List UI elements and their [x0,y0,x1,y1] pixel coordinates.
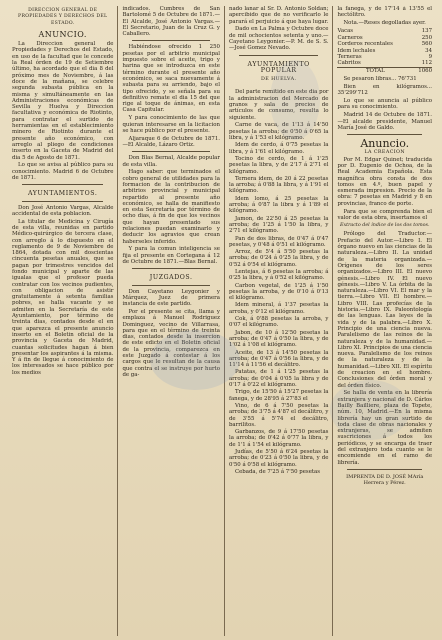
price-item: Trigo, de 15'50 á 15'27 pesetas la fanega, y de 28'95 á 27'83 el [228,389,329,402]
paragraph: nado lanar al Sr. D. Antonio Soldan; apercibido que de no verificarlo le parará el perjuicio á que haya lugar. [228,6,329,25]
table-cell-label: Idem lechales [337,47,376,54]
paragraph: indicados. Cumbres de San Bartolomé 5 de Octubre de 1871.—El Alcalde, José Antonio Vargas.—El Secretario, Juan de la Cruz G. y Caballero. [122,6,220,38]
price-item: Lentejas, á 6 pesetas la arroba; á 0'25 la libra, y á 0'52 el kilógramo. [228,268,329,282]
price-item: Idem lomo, á 25 pesetas la arroba; á 0'87 la libra y á 1'89 el kilógramo. [228,195,329,215]
slaughter-table [337,28,432,74]
paragraph: La titular de Medicina y Cirugía de esta villa, reunidas en partido Médico-quirúrgico de tercera clase, con arreglo á lo dispuesto en el reglamento de 9 de Noviembre de 1864, dotada con mil doscientas cincuenta pesetas anuales, que se pagan por trimestres vencidos del fondo municipal y aparte de las igualas que el profesor pueda contratar con los vecinos pudientes, con obligacion de asistir gratuitamente á setenta familias pobres, se halla vacante y se admiten en la Secretaría de este Ayuntamiento, por término de treinta dias, contados desde el en que aparezca el presente anuncio inserto en el Boletin oficial de la provincia y Gaceta de Madrid, cuantas solicitudes hagan á bien presentar los aspirantes á la misma. Y á fin de llegue á conocimiento de los interesados se hace público por los medios [12,218,114,376]
price-item: Cebada, de 7'25 á 7'50 pesetas [234,468,321,475]
divider [132,40,210,41]
paragraph: La Direccion general de Propiedades y Derechos del Estado, en uso de la facultad que le concede la Real órden de 19 de Setiembre último, ha acordado que el dia 8 del próximo mes de Noviembre, á las doce de la mañana, se celebre segunda subasta pública en la misma y simultáneamente en las Administraciones económicas de Sevilla y Huelva y Direccion facultativa y económica de Riotinto, para contratar el surtido de herramientas en el establecimiento minero de Riotinto durante el presente año económico, con arreglo al pliego de condiciones inserto en la Gaceta de Madrid del dia 5 de Agosto de 1871. [12,41,114,161]
paragraph: Y para conocimiento de las que quieran interesarse en la licitacion se hace público por el presente. [122,115,220,134]
divider [132,151,210,152]
table-cell-label: Vacas [337,28,354,35]
section-title: AYUNTAMIENTOS. [27,190,98,198]
divider [22,201,103,202]
price-item: Judías, de 5'50 á 6'24 pesetas la arroba; de 0'23 á 0'50 la libra, y de 0'50 á 0'58 el kilógramo. [228,449,329,468]
price-item: Carne de vaca, de 1'13 á 14'50 pesetas la arroba; de 0'50 á 0'65 la libra, y á 1'53 el kilógramo. [228,122,329,142]
section-title: JUZGADOS. [149,274,193,282]
table-cell-label: Corderos recentales [337,41,393,48]
paragraph: Se halla de venta en la librería extranjera y nacional de D. Cárlos Bailly Bailliere, plaza de Topete, núm. 10, Madrid.—En la misma librería hay un gran surtido de toda clase de obras nacionales y extranjeras, se admiten suscriciones á todos los periódicos, y se encarga de traer del extranjero toda cuanto se le encomiende en el ramo de librería. [337,390,433,466]
column-4 [333,6,436,636]
index-title: Extracto del índice de los dos tomos. [339,223,430,229]
paragraph: la fanega, y de 17'14 á 13'55 el hectólitro. [337,6,433,19]
price-item: Pan de dos libras, de 0'47 á 0'47 pesetas, y 0'48 á 0'51 el kilógramo. [228,235,329,248]
divider [132,268,210,269]
table-cell-value: 34 [425,47,433,54]
price-item: Idem de cerdo, á 0'75 pesetas la libra, y á 1'61 el kilógramo. [228,142,329,155]
paragraph: Prólogo del Traductor.—Prefacio del Autor.—Libro I. El órgano nuevo en las ciencias de la naturaleza.—Libro II. La unidad de la materia organizada.—Orígenes de los seres organizados.—Libro III. El nuevo génesis.—Libro IV. El nuevo génesis.—Libro V. La órbita de la naturaleza.—Libro VI. El mar y la tierra.—Libro VII. El hombre.—Libro VIII. Las profecías de la historia.—Libro IX. Paleontología de las lenguas. Las leyes de la vida y de la palabra.—Libro X. Principio de una ciencia nueva. Paralelismo de las reinos de la naturaleza y de la humanidad.—Libro XI. Principios de una ciencia nueva. Paralelismo de los reinos de la naturaleza y de la humanidad.—Libro XII. El espíritu de creacion en el hombre. Conclusiones del órden moral y del órden físico. [337,231,433,389]
price-item: Garbanzos, de 9 á 17'50 pesetas la arroba; de 0'42 á 0'77 la libra, y de 1'1 á 1'54 el kilógramo. [228,429,329,448]
announcement-subtitle: LA CREACION [364,150,405,156]
table-row [337,60,432,67]
price-item: Aceite, de 13 á 14'50 pesetas la arroba; de 0'47 á 0'56 la libra, y de 11'14 á 11'56 el decálitro. [228,349,329,369]
price-item: Ternera idem, de 20 á 22 pesetas la arroba; á 0'88 la libra, y á 1'91 el kilógramo. [228,175,329,195]
section-header: DIRECCION GENERAL DE PROPIEDADES Y DERECHOS DEL ESTADO. [18,8,108,26]
printer-imprint: IMPRENTA DE D. JOSÉ MAría Herrera y Pérez. [346,473,424,487]
paragraph: Lo que se avisa al público para su conocimiento. Madrid 6 de Octubre de 1871. [12,162,114,181]
total-value: 1060 [418,67,433,74]
paragraph: Y para la comun inteligencia se fija el presente en Cortegana á 12 de Octubre de 1871.—Blas Bernal. [122,246,220,265]
paragraph: Aljaraque 6 de Octubre de 1871.—El Alcalde, Lázaro Ortiz. [122,135,220,148]
paragraph: Lo que se anuncia al público para su conocimiento. [337,98,433,111]
paragraph: Dado en La Palma y Octubre doce de mil ochocientos setenta y uno.—Cayetano Leygonier.—P. M. de S. S.—José Gomez Nevado. [228,26,329,52]
price-list [229,122,328,475]
total-label: TOTAL [365,67,385,74]
column-2 [118,6,225,636]
column-1 [8,6,118,636]
paragraph: Nota.—Reses degolladas ayer. [343,20,426,27]
price-item: Tocino de cerdo, de 1 á 1'25 pesetas la libra, y de 2'17 á 2'71 el kilógramo. [228,155,329,175]
paragraph: Habiéndose ofrecido 1 250 pesetas por el arbitrio municipal impuesto sobre el aceite, trigo y harina que se introduzca en este término durante el presente año económico, se saca nuevamente á subasta para su arriendo, bajo el tipo ofrecido, y se señala para su definitivo remate el dia 15 del que rige al toque de ánimas, en esta Casa Capitular. [122,44,220,114]
divider [239,55,318,56]
paragraph: Don José Antonio Vargas, Alcalde accidental de esta poblacion. [12,204,114,217]
paragraph: Por el presente se cita, llama y emplaza á Manuel Rodriguez Dominguez, vecino de Villarrasa, para que en el término de treinta dias, contados desde la insercion de este edicto en el Boletin oficial de la provincia, comparezca en este Juzgado á contestar á los cargos que le resultan de la causa que contra el se instruye por hurto de ga- [122,308,220,378]
paragraph: Bien en kilógramos... 35'299'712 [337,84,433,97]
paragraph: Del parte remitido en este dia por la administracion del Mercado de granos y sala de precios de artículos de consumo, resulta lo siguiente. [228,89,329,121]
table-cell-value: 9 [428,54,433,61]
table-cell-value: 137 [421,28,433,35]
table-cell-label: Terneras [337,54,362,61]
columns [8,6,436,636]
price-item: Jamon, de 22'50 á 25 pesetas la arroba; de 1'25 á 1'50 la libra, y 2'71 el kilógramo. [228,215,329,235]
price-item: Patatas, de 1 á 1'25 pesetas la arroba; de 0'04 á 0'05 la libra y de 0'17 á 0'22 el kilógramo. [228,369,329,389]
table-cell-label: Carneros [337,34,363,41]
table-cell-value: 250 [421,34,433,41]
announcement-title: ANUNCIO. [38,29,87,39]
table-cell-value: 112 [421,60,433,67]
column-3 [225,6,333,636]
paragraph: Hago saber: que terminados el cobro general de utilidades para la formacion de la contribucion de arbitrios provincial y municipal repartido al presente año económico, se halla de manifiesto en esta Secretaría por término de ocho dias, á fin de que los vecinos que hayan presentado sus relaciones puedan examinarlo y deducir los agravios que crean haberseles inferido. [122,169,220,245]
table-cell-label: Cabritos [337,60,361,67]
divider [347,469,422,470]
table-cell-value: 560 [421,41,433,48]
paragraph: Por M. Edgar Quinet; traducida por D. Eugenio de Ochoa, de la Real Academia Española. Esta magnífica obra consta de dos tomos en 4.º, buen papel y esmerada impresion. Precio de la obra: 7 pesetas en Madrid y 8 en provincias, franco de porte. [337,156,433,207]
paragraph: Madrid 14 de Octubre de 1871.—El alcalde presidente, Manuel María José de Galdo. [337,112,433,131]
divider [132,285,210,286]
paragraph: Don Cayetano Leygonier y Márquez, Juez de primera instancia de este partido. [122,288,220,308]
price-item: Idem mineral, á 1'37 pesetas la arroba, y 0'12 el kilógramo. [228,302,329,315]
price-item: Cok, á 0'88 pesetas la arroba, y 0'07 el kilógramo. [228,316,329,329]
paragraph: Don Blas Bernal, Alcalde popular de esta villa. [122,155,220,168]
announcement-title: Anuncio. [360,137,410,151]
section-title: AYUNTAMIENTO POPULAR [247,60,310,74]
paragraph: Para que se comprenda bien el valor de esta obra, insertamos el [337,208,433,221]
price-item: Carbon vegetal, de 1'25 á 1'50 pesetas la arroba, y de 0'10 á 0'13 el kilógramo. [228,282,329,302]
price-item: Vino, de 6 á 7'50 pesetas la arroba; de 3'75 á 4'87 el decálitro, y de 3'55 á 5'74 el decálitro, barrilitos. [228,402,329,428]
table-total-row [337,67,432,74]
price-item: Arroz, de 5'4 á 5'50 pesetas la arroba; de 0'24 á 0'25 la libra, y de 0'52 á 0'54 el kilógramo. [228,249,329,268]
price-item: Jabon, de 10 á 12'50 pesetas la arroba; de 0'47 á 0'50 la libra, y de 1'02 á 1'08 el kilógramo. [228,329,329,349]
paragraph: Se pesaron libras... 76'731 [343,76,417,83]
section-subtitle: DE HUELVA. [261,77,297,83]
divider [347,134,422,135]
divider [22,184,103,185]
